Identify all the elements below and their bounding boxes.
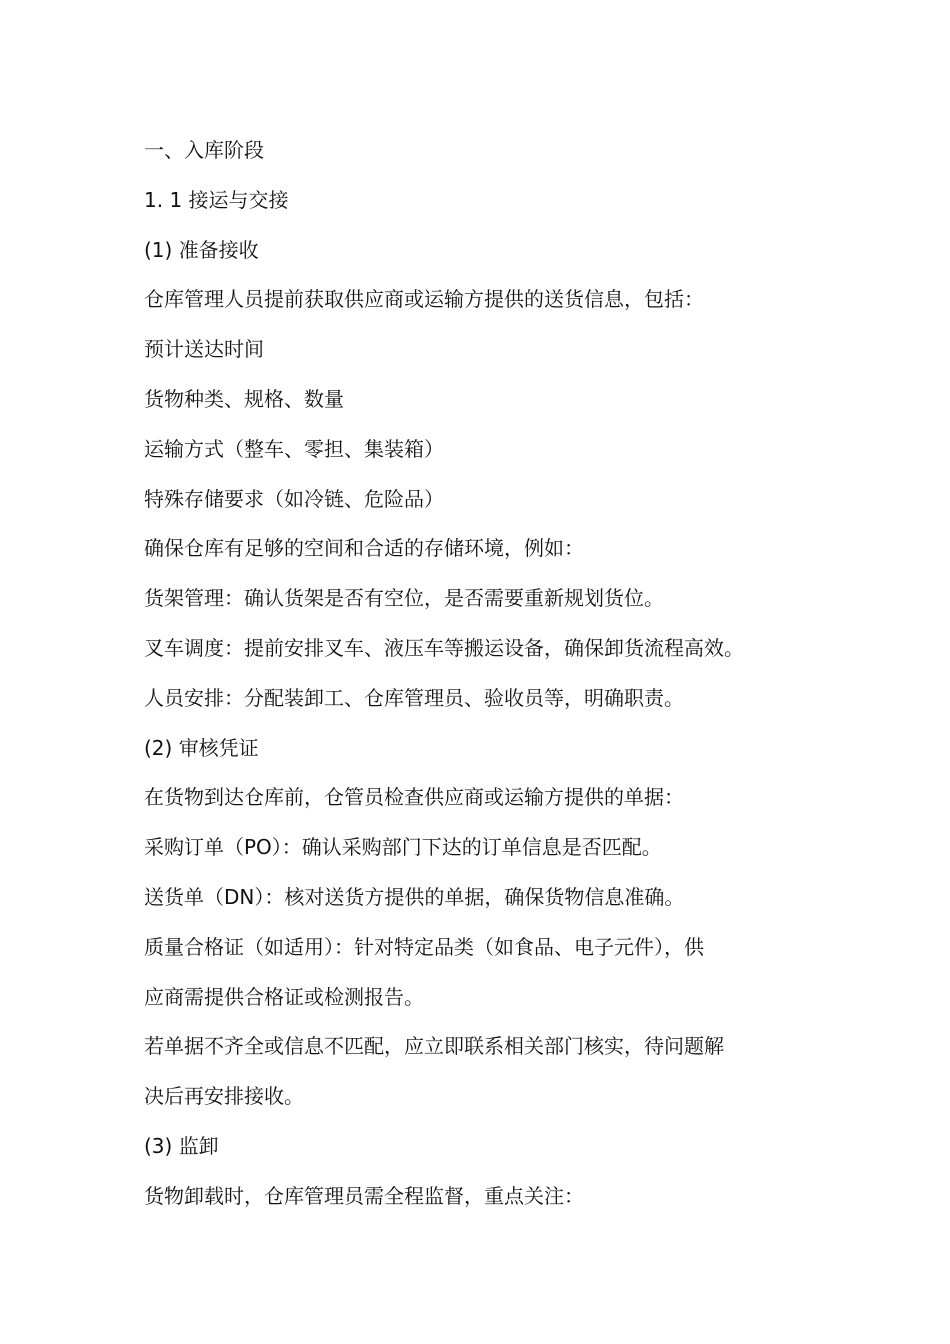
section-heading: 一、入库阶段	[144, 138, 264, 162]
list-item: 运输方式（整车、零担、集装箱）	[144, 436, 444, 461]
item-heading: (3) 监卸	[144, 1133, 219, 1158]
list-item: 货架管理：确认货架是否有空位，是否需要重新规划货位。	[144, 586, 664, 611]
list-item: 叉车调度：提前安排叉车、液压车等搬运设备，确保卸货流程高效。	[144, 635, 744, 660]
list-item: 送货单（DN）：核对送货方提供的单据，确保货物信息准确。	[144, 884, 685, 909]
list-item: 采购订单（PO）：确认采购部门下达的订单信息是否匹配。	[144, 835, 662, 860]
list-item: 质量合格证（如适用）：针对特定品类（如食品、电子元件），供	[144, 934, 704, 959]
paragraph: 在货物到达仓库前，仓管员检查供应商或运输方提供的单据：	[144, 785, 684, 810]
paragraph: 确保仓库有足够的空间和合适的存储环境，例如：	[144, 536, 584, 561]
paragraph: 若单据不齐全或信息不匹配，应立即联系相关部门核实，待问题解	[144, 1034, 724, 1059]
document-body	[144, 126, 814, 1222]
list-item: 预计送达时间	[144, 337, 264, 362]
list-item: 人员安排：分配装卸工、仓库管理员、验收员等，明确职责。	[144, 685, 684, 710]
paragraph-continuation: 决后再安排接收。	[144, 1084, 304, 1109]
paragraph: 货物卸载时，仓库管理员需全程监督，重点关注：	[144, 1183, 584, 1208]
paragraph: 仓库管理人员提前获取供应商或运输方提供的送货信息，包括：	[144, 287, 704, 312]
item-heading: (2) 审核凭证	[144, 735, 259, 760]
list-item-continuation: 应商需提供合格证或检测报告。	[144, 984, 424, 1009]
subsection-heading: 1. 1 接运与交接	[144, 187, 289, 212]
list-item: 特殊存储要求（如冷链、危险品）	[144, 486, 444, 511]
item-heading: (1) 准备接收	[144, 237, 259, 262]
list-item: 货物种类、规格、数量	[144, 386, 344, 411]
